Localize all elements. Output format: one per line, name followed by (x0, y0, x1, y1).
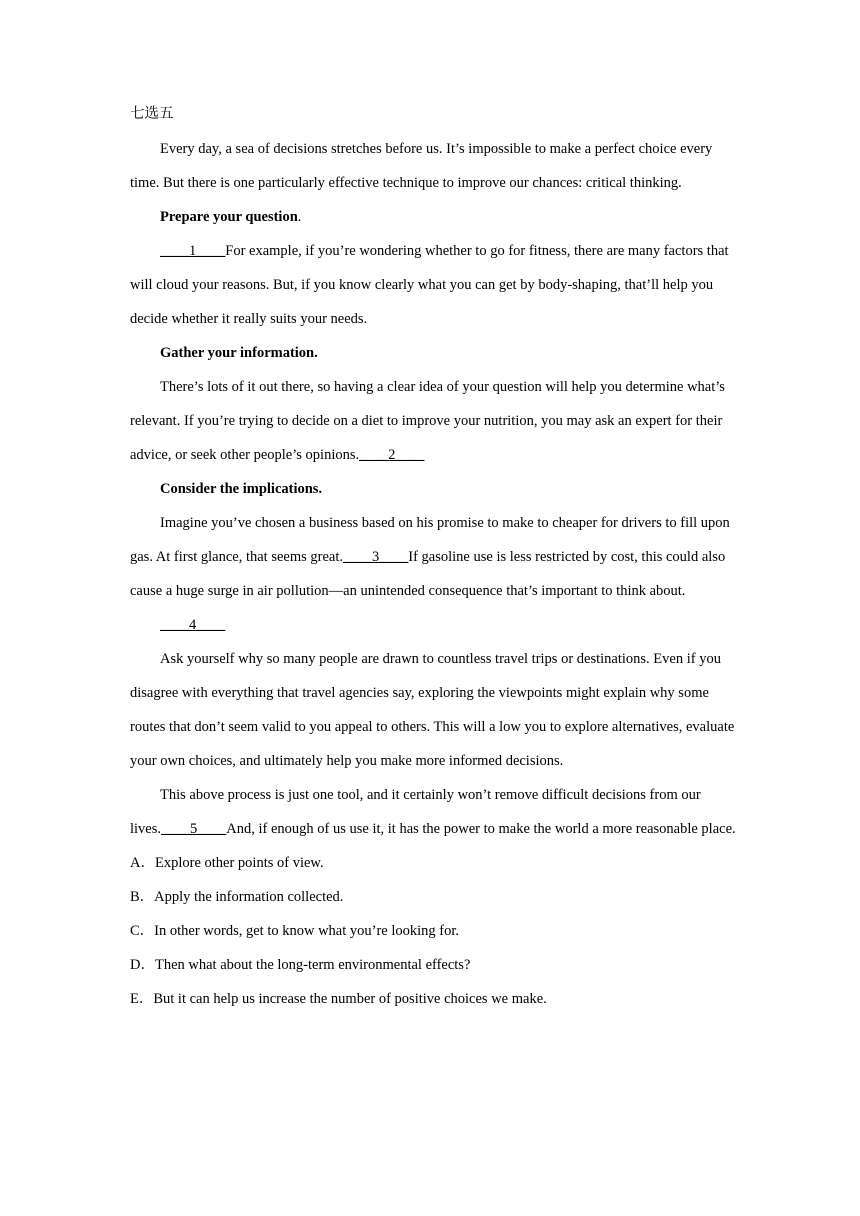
paragraph-5-text-b: And, if enough of us use it, it has the power to make the world a more reasonable place. (226, 821, 736, 837)
heading-prepare (130, 200, 740, 234)
paragraph-5-text-a: This above process is just one tool, and it certainly won’t remove difficult decisions from our lives. (130, 787, 701, 837)
blank-4[interactable]: ____4____ (160, 617, 226, 633)
heading-consider: Consider the implications. (160, 481, 323, 497)
option-text: In other words, get to know what you’re looking for. (154, 923, 460, 939)
paragraph-3-text-b: If gasoline use is less restricted by cost, this could also cause a huge surge in air pollution—an unintended consequence that’s important to think about. (130, 549, 726, 599)
option-letter: D． (130, 957, 155, 973)
blank-3[interactable]: ____3____ (343, 549, 409, 565)
paragraph-1-text: For example, if you’re wondering whether to go for fitness, there are many factors that will cloud your reasons. But, if you know clearly what you can get by body-shaping, that’ll help you decide whether it really suits your needs. (130, 243, 729, 327)
blank-2[interactable]: ____2____ (359, 447, 425, 463)
option-d[interactable] (130, 948, 740, 982)
answer-options (130, 846, 740, 1016)
section-title: 七选五 (130, 106, 174, 122)
option-c[interactable] (130, 914, 740, 948)
heading-prepare-period: . (297, 209, 302, 225)
paragraph-3 (130, 506, 740, 608)
paragraph-2 (130, 370, 740, 472)
heading-prepare-text: Prepare your question (160, 209, 298, 225)
option-text: Then what about the long-term environmental effects? (154, 957, 471, 973)
paragraph-2-text: There’s lots of it out there, so having a clear idea of your question will help you determine what’s relevant. If you’re trying to decide on a diet to improve your nutrition, you may ask an expert for their advice, or seek other people’s opinions. (130, 379, 725, 463)
option-letter: B． (130, 889, 155, 905)
paragraph-5 (130, 778, 740, 846)
paragraph-4: Ask yourself why so many people are drawn to countless travel trips or destinations. Even if you disagree with everything that travel agencies say, exploring the viewpoints might explain why some routes that don’t seem valid to you appeal to others. This will a low you to explore alternatives, evaluate your own choices, and ultimately help you make more informed decisions. (130, 651, 735, 769)
paragraph-1 (130, 234, 740, 336)
option-letter: A． (130, 855, 155, 871)
blank-1[interactable]: ____1____ (160, 243, 226, 259)
intro-paragraph: Every day, a sea of decisions stretches before us. It’s impossible to make a perfect choice every time. But there is one particularly effective technique to improve our chances: critical thinking. (130, 141, 713, 191)
option-b[interactable] (130, 880, 740, 914)
option-a[interactable] (130, 846, 740, 880)
blank-5[interactable]: ____5____ (161, 821, 227, 837)
heading-gather: Gather your information. (160, 345, 318, 361)
option-letter: C． (130, 923, 155, 939)
paragraph-3-text-a: Imagine you’ve chosen a business based on his promise to make to cheaper for drivers to fill upon gas. At first glance, that seems great. (130, 515, 730, 565)
heading-4-blank-line (130, 608, 740, 642)
option-e[interactable] (130, 982, 740, 1016)
option-text: But it can help us increase the number of positive choices we make. (153, 991, 547, 1007)
option-text: Apply the information collected. (154, 889, 344, 905)
option-letter: E． (130, 991, 154, 1007)
option-text: Explore other points of view. (154, 855, 324, 871)
